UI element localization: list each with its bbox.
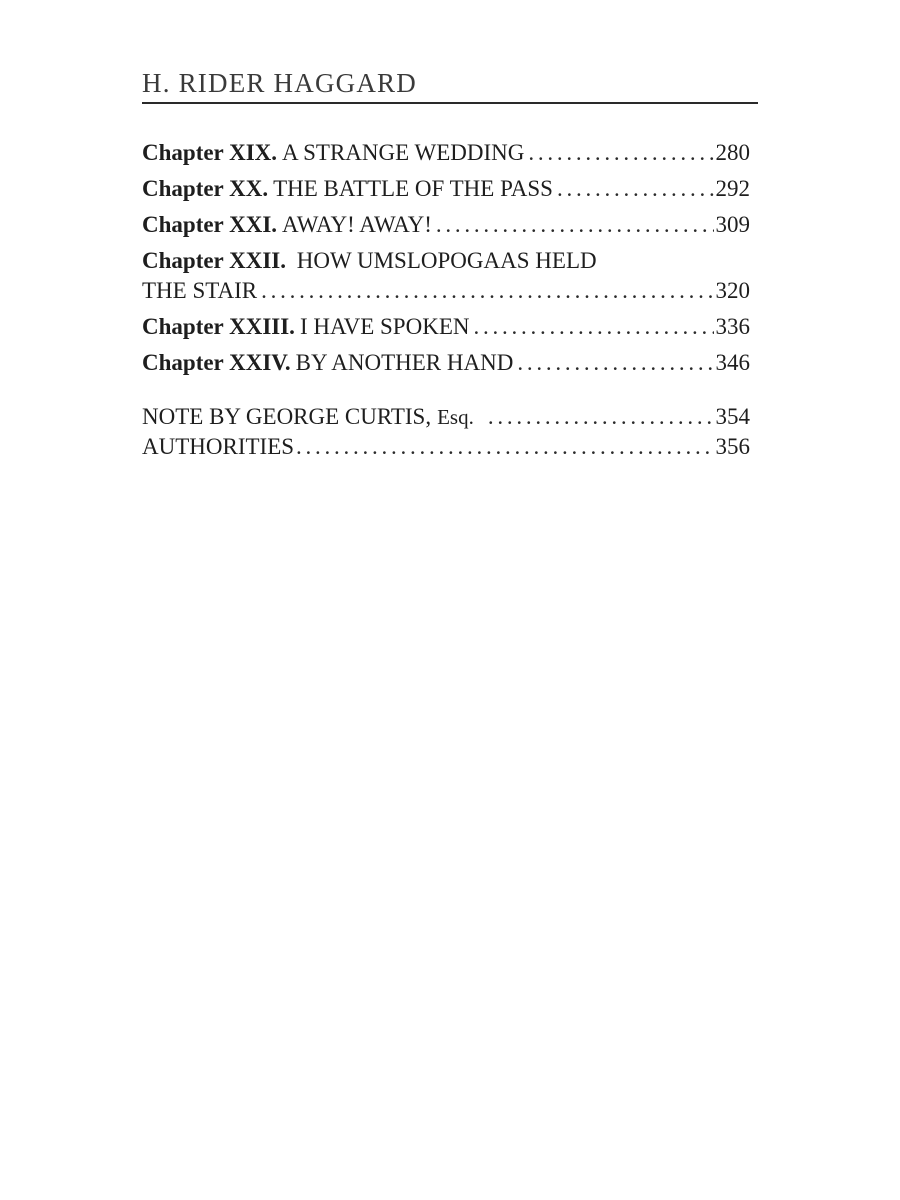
toc-entry-chapter-xxiii[interactable] [142,312,750,342]
toc-entry-note[interactable] [142,402,750,432]
dot-leader [517,348,713,378]
chapter-label: Chapter XXIII. [142,314,295,339]
toc-entry-authorities[interactable] [142,432,750,462]
toc-entry-chapter-xix[interactable] [142,138,750,168]
chapter-title-line1: HOW UMSLOPOGAAS HELD [296,248,597,273]
table-of-contents [142,138,750,462]
dot-leader [296,432,713,462]
dot-leader [488,402,714,432]
chapter-title: AWAY! AWAY! [282,212,432,237]
chapter-label: Chapter XXII. [142,248,286,273]
toc-entry-line [142,246,750,276]
dot-leader [473,312,713,342]
appendix-title-suffix: Esq. [437,405,474,429]
page-number: 354 [715,404,750,429]
toc-entry-chapter-xxiv[interactable] [142,348,750,378]
chapter-label: Chapter XXI. [142,212,278,237]
chapter-label: Chapter XX. [142,176,269,201]
page-number: 320 [715,278,750,303]
page-number: 292 [715,176,750,201]
page-number: 280 [715,140,750,165]
dot-leader [557,174,714,204]
dot-leader [528,138,713,168]
toc-entry-chapter-xx[interactable] [142,174,750,204]
dot-leader [436,210,714,240]
chapter-title: A STRANGE WEDDING [282,140,525,165]
chapter-title: THE BATTLE OF THE PASS [273,176,553,201]
page-number: 309 [715,212,750,237]
chapter-title: BY ANOTHER HAND [295,350,514,375]
toc-entry-line [142,276,750,306]
chapter-label: Chapter XXIV. [142,350,291,375]
running-head-author: H. RIDER HAGGARD [142,68,417,98]
appendix-title: NOTE BY GEORGE CURTIS, [142,404,432,429]
toc-entry-chapter-xxii[interactable] [142,246,750,306]
page-number: 346 [715,350,750,375]
running-head [142,66,758,104]
chapter-title-line2: THE STAIR [142,278,258,303]
section-spacer [142,384,750,402]
appendix-title: AUTHORITIES [142,434,295,459]
toc-entry-chapter-xxi[interactable] [142,210,750,240]
chapter-label: Chapter XIX. [142,140,278,165]
page-number: 356 [715,434,750,459]
page-number: 336 [715,314,750,339]
chapter-title: I HAVE SPOKEN [299,314,470,339]
dot-leader [261,276,713,306]
